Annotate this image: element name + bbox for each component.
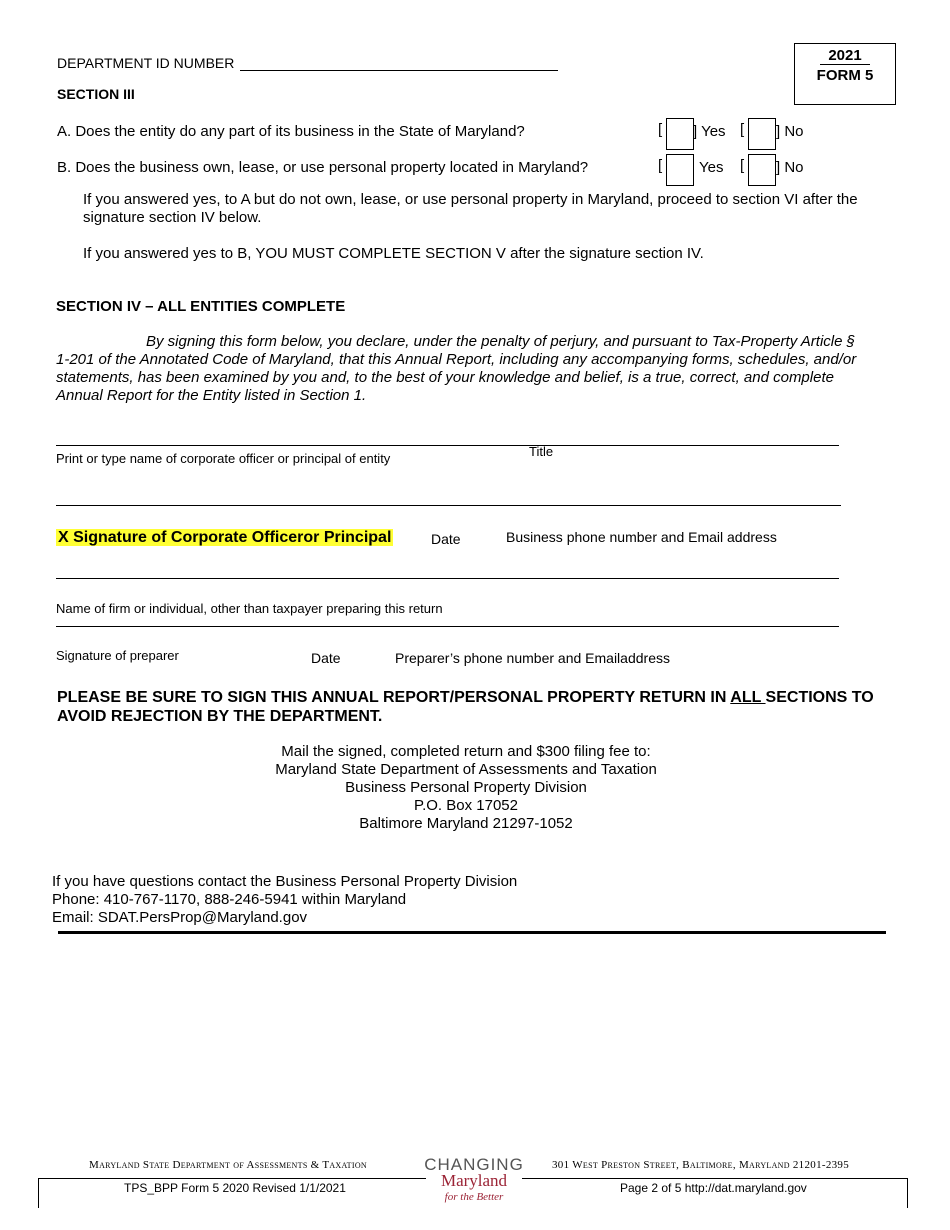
section-3-title: SECTION III: [57, 86, 135, 102]
question-b-no-checkbox[interactable]: [748, 154, 776, 186]
signing-warning: PLEASE BE SURE TO SIGN THIS ANNUAL REPORT/PERSONAL PROPERTY RETURN IN ALL SECTIONS TO AVOID REJECTION BY THE DEPARTMENT.: [57, 689, 874, 725]
declaration-text: By signing this form below, you declare, under the penalty of perjury, and pursuant to Tax-Property Article § 1-201 of the Annotated Code of Maryland, that this Annual Report, including any accompanying forms, schedules, and/or statements, has been examined by you and, to the best of your knowledge and belief, is a true, correct, and complete Annual Report for the Entity listed in Section 1.: [56, 333, 857, 404]
instruction-note-a: If you answered yes, to A but do not own, lease, or use personal property in Maryland, proceed to section VI after the signature section IV below.: [83, 191, 858, 226]
question-a-yes-label: ] Yes: [693, 123, 726, 140]
bracket: [: [658, 157, 663, 174]
form-year: 2021: [820, 47, 869, 65]
bracket: [: [658, 121, 663, 138]
footer-page-url: Page 2 of 5 http://dat.maryland.gov: [620, 1181, 807, 1195]
preparer-firm-label: Name of firm or individual, other than taxpayer preparing this return: [56, 601, 443, 616]
form-name: FORM 5: [816, 67, 874, 84]
footer-rule-left: [38, 1178, 426, 1179]
preparer-signature-label: Signature of preparer: [56, 648, 179, 663]
bracket: [: [740, 121, 745, 138]
signature-line[interactable]: [56, 505, 841, 506]
officer-name-label: Print or type name of corporate officer or principal of entity: [56, 451, 391, 466]
preparer-date-label: Date: [311, 650, 341, 666]
section-4-title: SECTION IV – ALL ENTITIES COMPLETE: [56, 298, 346, 315]
footer-address: 301 West Preston Street, Baltimore, Maryland 21201-2395: [552, 1159, 850, 1171]
question-a: A. Does the entity do any part of its business in the State of Maryland?: [57, 123, 525, 140]
question-b: B. Does the business own, lease, or use personal property located in Maryland?: [57, 159, 589, 176]
footer-form-id: TPS_BPP Form 5 2020 Revised 1/1/2021: [124, 1181, 346, 1195]
footer-rule-left-edge: [38, 1178, 39, 1208]
question-a-yes-checkbox[interactable]: [666, 118, 694, 150]
footer-rule-right: [522, 1178, 908, 1179]
business-phone-email-label: Business phone number and Email address: [506, 529, 777, 545]
bracket: [: [740, 157, 745, 174]
preparer-phone-email-label: Preparer’s phone number and Emailaddress: [395, 650, 670, 666]
question-a-no-label: ] No: [776, 123, 804, 140]
contact-info: If you have questions contact the Business Personal Property Division Phone: 410-767-1170, 888-246-5941 within Maryland Email: SDAT.PersProp@Maryland.gov: [52, 873, 518, 926]
question-b-yes-label: Yes: [699, 159, 724, 176]
firm-name-line[interactable]: [56, 578, 839, 579]
question-b-yes-checkbox[interactable]: [666, 154, 694, 186]
form-id-box: [794, 43, 896, 105]
department-id-label: DEPARTMENT ID NUMBER: [57, 55, 235, 71]
officer-signature-label: X Signature of Corporate Officeror Principal: [58, 529, 392, 546]
officer-name-line[interactable]: [56, 445, 839, 446]
signature-date-label: Date: [431, 531, 461, 547]
footer-rule-right-edge: [907, 1178, 908, 1208]
department-id-field[interactable]: [240, 70, 558, 71]
instruction-note-b: If you answered yes to B, YOU MUST COMPLETE SECTION V after the signature section IV.: [83, 245, 704, 262]
title-label: Title: [529, 444, 554, 459]
mailing-address: Mail the signed, completed return and $300 filing fee to: Maryland State Department of Assessments and Taxation Business Personal Property Division P.O. Box 17052 Baltimore Maryland 21297-1052: [275, 743, 657, 832]
section-divider: [58, 931, 886, 934]
preparer-signature-line[interactable]: [56, 626, 839, 627]
question-a-no-checkbox[interactable]: [748, 118, 776, 150]
changing-maryland-logo: CHANGING Maryland for the Better: [424, 1155, 524, 1203]
footer-agency: Maryland State Department of Assessments & Taxation: [89, 1159, 367, 1171]
question-b-no-label: ] No: [776, 159, 804, 176]
